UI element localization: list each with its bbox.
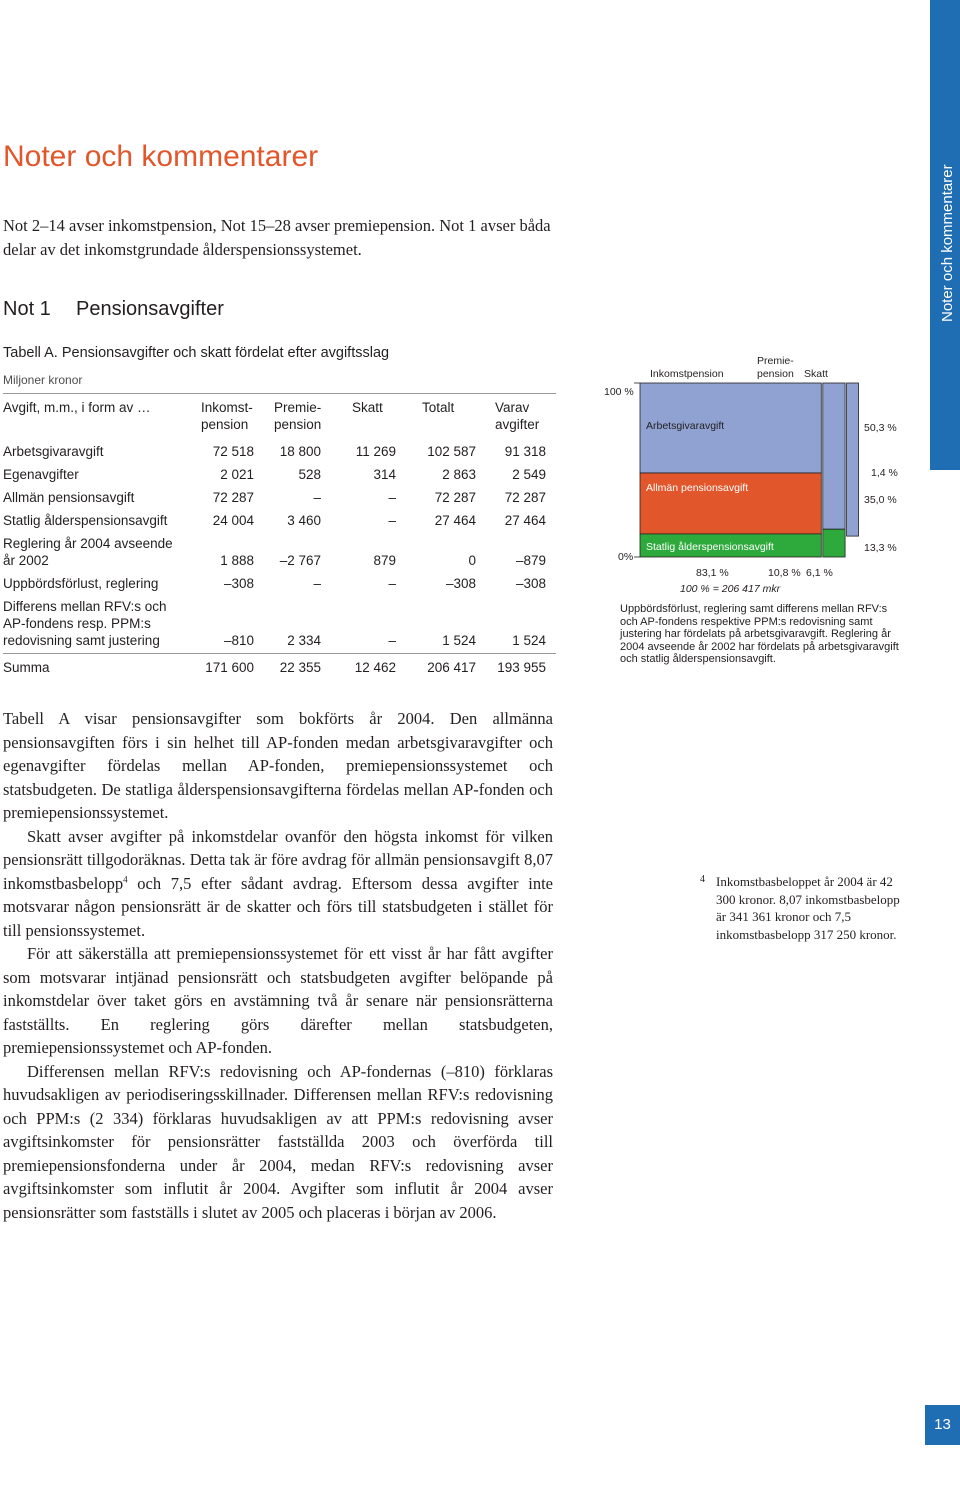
- row-label: Allmän pensionsavgift: [3, 490, 135, 505]
- cell: –810: [223, 633, 254, 648]
- cell: 18 800: [279, 444, 321, 459]
- cell: –879: [515, 553, 546, 568]
- body-paragraph: [3, 825, 553, 943]
- cell: 1 524: [442, 633, 476, 648]
- side-tab-label: Noter och kommentarer: [939, 164, 956, 322]
- body-text-span: Skatt avser avgifter på inkomstdelar ovanför den högsta inkomst för vilken pensionsrätt tillgodoräknas. Detta tak är före avdrag för allmän pensionsavgift 8,07 inkomstbasbelopp: [3, 826, 553, 893]
- axis-label-bottom: 0%: [618, 551, 634, 563]
- row-label: Statlig ålderspensionsavgift: [3, 513, 168, 528]
- cell: 2 549: [512, 467, 546, 482]
- cell: 12 462: [354, 660, 396, 675]
- width-label-inkomst: 83,1 %: [696, 567, 729, 579]
- header-cell: Premie- pension: [274, 400, 322, 432]
- cell: 193 955: [497, 660, 546, 675]
- footnote-number: 4: [700, 874, 705, 885]
- header-cell: Varav avgifter: [495, 400, 540, 432]
- cell: 102 587: [427, 444, 476, 459]
- chart-segment-1-0: [823, 383, 845, 529]
- chart-segment-1-1: [823, 529, 845, 557]
- cell: 0: [468, 553, 476, 568]
- note-title: Pensionsavgifter: [76, 298, 224, 320]
- body-text-span: och 7,5 efter sådant avdrag. Eftersom dessa avgifter inte motsvarar någon pensionsrätt är de skatter och förs till statsbudgeten i stället för till pensionssystemet.: [3, 873, 553, 940]
- column-label-inkomstpension: Inkomstpension: [650, 368, 724, 380]
- cell: 879: [373, 553, 396, 568]
- chart-caption: Uppbördsförlust, reglering samt differens mellan RFV:s och AP-fondens respektive PPM:s redovisning samt justering har fördelats på arbetsgivaravgift. Reglering år 2004 avseende år 2002 har fördelats på arbetsgivaravgift och statlig ålderspensionsavgift.: [620, 603, 899, 665]
- cell: 314: [373, 467, 396, 482]
- cell: 2 021: [220, 467, 254, 482]
- cell: –308: [445, 576, 476, 591]
- row-label: Reglering år 2004 avseende år 2002: [3, 536, 173, 568]
- share-label-allman: 35,0 %: [864, 494, 897, 506]
- share-label-statlig: 13,3 %: [864, 542, 897, 554]
- table-unit: Miljoner kronor: [3, 373, 83, 387]
- share-label-egenavgifter: 1,4 %: [871, 467, 898, 479]
- header-cell: Totalt: [422, 400, 455, 415]
- cell: –308: [515, 576, 546, 591]
- table-title: Tabell A. Pensionsavgifter och skatt fördelat efter avgiftsslag: [3, 345, 390, 361]
- cell: 24 004: [212, 513, 254, 528]
- cell: –: [388, 576, 396, 591]
- cell: 2 863: [442, 467, 476, 482]
- body-paragraph: För att säkerställa att premiepensionssystemet för ett visst år har fått avgifter som motsvarar intjänad pensionsrätt och statsbudgeten avgifter belöpande på inkomstdelar över taket görs en avstämning två år senare när pensionsrätterna fastställts. En reglering görs därefter mellan statsbudgeten, premiepensionssystemet och AP-fonden.: [3, 944, 553, 1057]
- cell: 2 334: [287, 633, 321, 648]
- body-text: [3, 707, 553, 1224]
- side-tab-label-container: [930, 0, 960, 322]
- table-top-rule: [3, 393, 556, 394]
- cell: 171 600: [205, 660, 254, 675]
- cell: 72 287: [504, 490, 546, 505]
- cell: 22 355: [279, 660, 321, 675]
- intro-text: Not 2–14 avser inkomstpension, Not 15–28 avser premiepension. Not 1 avser båda delar av det inkomstgrundade ålderspensionssystemet.: [3, 216, 551, 259]
- column-label-skatt: Skatt: [804, 368, 828, 380]
- summa-rule: [3, 653, 556, 654]
- axis-label-top: 100 %: [604, 386, 634, 398]
- cell: –: [388, 513, 396, 528]
- seg-label-arbetsgivaravgift: Arbetsgivaravgift: [646, 420, 725, 432]
- body-paragraph: Tabell A visar pensionsavgifter som bokförts år 2004. Den allmänna pensionsavgiften förs i sin helhet till AP-fonden medan arbetsgivaravgifter och egenavgifter fördelas mellan AP-fonden, premiepensionssystemet och statsbudgeten. De statliga ålderspensionsavgifterna fördelas mellan AP-fonden och premiepensionssystemet.: [3, 709, 553, 822]
- cell: 528: [298, 467, 321, 482]
- cell: 27 464: [504, 513, 546, 528]
- row-label: Egenavgifter: [3, 467, 79, 482]
- cell: 11 269: [355, 444, 396, 459]
- cell: –: [388, 490, 396, 505]
- footnote: [700, 873, 905, 943]
- page-title: Noter och kommentarer: [3, 140, 319, 173]
- share-label-arbetsgivaravgift: 50,3 %: [864, 422, 897, 434]
- total-label: 100 % = 206 417 mkr: [680, 583, 781, 595]
- width-label-skatt: 6,1 %: [806, 567, 833, 579]
- width-label-premie: 10,8 %: [768, 567, 801, 579]
- header-cell: Skatt: [352, 400, 383, 415]
- chart-segment-2-0: [847, 383, 859, 536]
- header-cell: Inkomst- pension: [201, 400, 253, 432]
- cell: –308: [223, 576, 254, 591]
- cell: –: [313, 576, 321, 591]
- cell: 1 524: [512, 633, 546, 648]
- cell: 27 464: [434, 513, 476, 528]
- row-label: Summa: [3, 660, 50, 675]
- cell: 3 460: [287, 513, 321, 528]
- footnote-ref: 4: [123, 874, 128, 884]
- row-label: Uppbördsförlust, reglering: [3, 576, 159, 591]
- cell: –: [313, 490, 321, 505]
- cell: 206 417: [427, 660, 476, 675]
- cell: 72 518: [212, 444, 254, 459]
- cell: –2 767: [279, 553, 321, 568]
- row-label: Differens mellan RFV:s och AP-fondens resp. PPM:s redovisning samt justering: [3, 599, 167, 648]
- header-cell: Avgift, m.m., i form av …: [3, 400, 151, 415]
- column-label-premiepension-line2: pension: [757, 368, 794, 380]
- row-label: Arbetsgivaravgift: [3, 444, 104, 459]
- column-label-premiepension: [757, 355, 797, 380]
- column-label-premiepension-line1: Premie-: [757, 355, 794, 367]
- chart-marks: [634, 383, 859, 557]
- cell: –: [388, 633, 396, 648]
- cell: 1 888: [220, 553, 254, 568]
- note-number: Not 1: [3, 298, 51, 320]
- page-number: 13: [925, 1405, 960, 1445]
- seg-label-statlig: Statlig ålderspensionsavgift: [646, 541, 774, 553]
- seg-label-allman-pensionsavgift: Allmän pensionsavgift: [646, 482, 749, 494]
- cell: 72 287: [434, 490, 476, 505]
- footnote-text: Inkomstbasbeloppet år 2004 är 42 300 kronor. 8,07 inkomstbasbelopp är 341 361 kronor och 7,5 inkomstbasbelopp 317 250 kronor.: [716, 874, 900, 942]
- body-paragraph: Differensen mellan RFV:s redovisning och AP-fondernas (–810) förklaras huvudsakligen av periodiseringsskillnader. Differensen mellan RFV:s redovisning och PPM:s (2 334) förklaras huvudsakligen av att PPM:s redovisning avser avgiftsinkomster för pensionsrätter fastställda 2003 och överförda till premiepensionsfonderna under år 2004, medan RFV:s redovisning avser avgiftsinkomster som influtit år 2004. Avgifter som influtit år 2004 avser pensionsrätter som fastställs i slutet av 2005 och placeras i början av 2006.: [3, 1061, 553, 1222]
- cell: 72 287: [212, 490, 254, 505]
- note-heading: [3, 298, 224, 321]
- cell: 91 318: [504, 444, 546, 459]
